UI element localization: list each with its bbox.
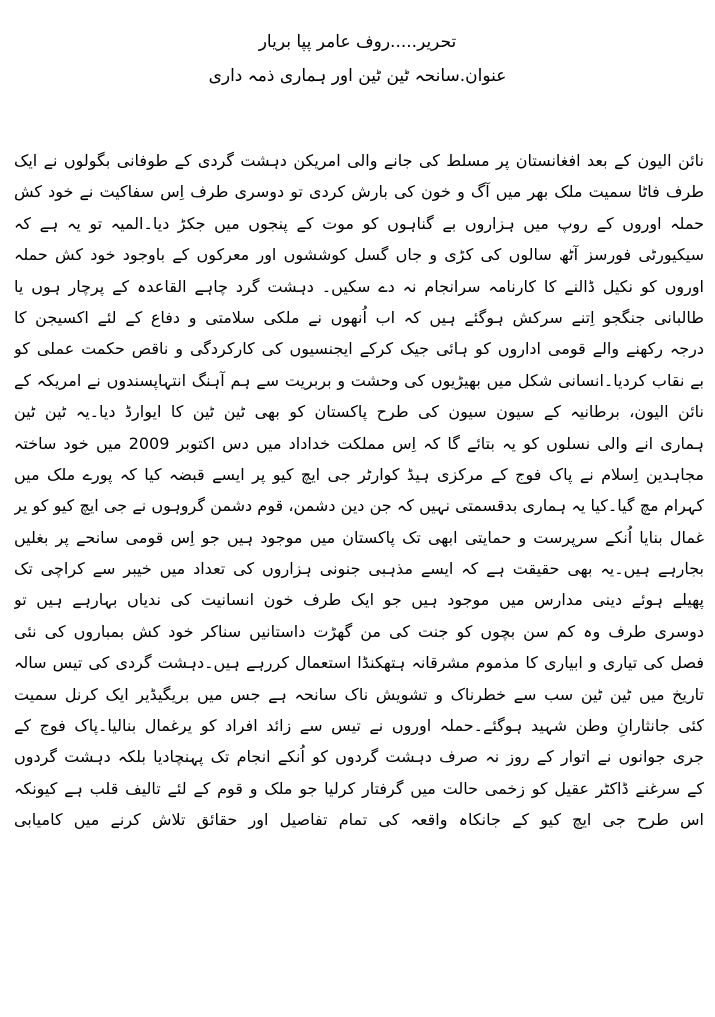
body-line: جری جوانوں نے اتوار کے روز نہ صرف دہشت گردوں کو اُنکے انجام تک پہنچادیا بلکہ دہشت گردوں	[14, 747, 704, 767]
body-line: نائن الیون کے بعد افغانستان پر مسلط کی جانے والی امریکن دہشت گردی کے طوفانی بگولوں نے ایک	[14, 151, 704, 170]
body-line: دوسری طرف وہ کم سن بچوں کو جنت کی من گھڑت داستانیں سناکر خود کش بمباروں کی نئی	[14, 621, 704, 641]
body-line: بے نقاب کردیا۔انسانی شکل میں بھیڑیوں کی وحشت و بربریت سے ہم آہنگ انتہاپسندوں نے امریکہ کے	[14, 370, 704, 390]
body-line: اوروں کو نکیل ڈالنے کا کارنامہ سرانجام نہ دے سکیں۔ دہشت گرد چاہے القاعدہ کے پرچار ہوں یا	[14, 276, 704, 296]
body-line: اس طرح جی ایچ کیو کے جانکاہ واقعہ کی تمام تفاصیل اور حقائق تلاش کرنے میں کامیابی	[14, 810, 704, 830]
body-line: کئی جانثارانِ وطن شہید ہوگئے۔حملہ اوروں نے تیس سے زائد افراد کو یرغمال بنالیا۔پاک فوج کے	[14, 716, 704, 736]
body-line: کے سرغنے ڈاکٹر عقیل کو زخمی حالت میں گرفتار کرلیا جو ملک و قوم کے لئے تالیف قلب ہے کیونکہ	[14, 778, 704, 798]
body-line: غمال بنایا اُنکے سرپرست و حمایتی ابھی تک پاکستان میں موجود ہیں جو اِس قومی سانحے پر بغلیں	[14, 527, 704, 547]
body-line: درجہ رکھنے والے قومی اداروں کو ہائی جیک کرکے ایجنسیوں کی کارکردگی و ناقص حکمت عملی کو	[14, 339, 704, 359]
body-line: طالبانی جنگجو اِتنے سرکش ہوگئے ہیں کہ اب اُنھوں نے ملکی سلامتی و دفاع کے لئے اکسیجن کا	[14, 307, 704, 327]
body-line: بجارہے ہیں۔یہ بھی حقیقت ہے کہ ایسے مذہبی جنونی ہزاروں کی تعداد میں خیبر سے کراچی تک	[14, 559, 704, 579]
body-line: سیکیورٹی فورسز آٹھ سالوں کی کڑی و جاں گسل کوششوں اور معرکوں کے باوجود خود کش حملہ	[14, 245, 704, 265]
article-byline: تحریر.....روف عامر پپا بریار	[258, 32, 457, 52]
body-line: طرف فاٹا سمیت ملک بھر میں آگ و خون کی بارش کردی تو دوسری طرف اِس سفاکیت نے خود کش	[14, 182, 704, 202]
body-line: کہرام مچ گیا۔کیا یہ ہماری بدقسمتی نہیں کہ جن دین دشمن، قوم دشمن گروہوں نے جی ایچ کیو کو یر	[14, 496, 704, 516]
body-line: مجاہدین اِسلام نے پاک فوج کے مرکزی ہیڈ کوارٹر جی ایچ کیو پر ایسے قبضہ کیا کہ پورے ملک میں	[14, 464, 704, 484]
body-line: ہماری انے والی نسلوں کو یہ بتائے گا کہ اِس مملکت خداداد میں دس اکتوبر 2009 میں خود ساختہ	[14, 433, 704, 453]
body-line: تاریخ میں ٹین ٹین سب سے خطرناک و تشویش ناک سانحہ ہے جس میں بریگیڈیر ایک کرنل سمیت	[14, 684, 704, 704]
body-line: نائن الیون، برطانیہ کے سیون سیون کی طرح پاکستان کو بھی ٹین ٹین کا ایوارڈ دیا۔یہ ٹین ٹین	[14, 402, 704, 422]
body-line: فصل کی تیاری و ابیاری کا مذموم مشرقانہ ہتھکنڈا استعمال کررہے ہیں۔دہشت گردی کی تیس سالہ	[14, 653, 704, 673]
article-body	[14, 145, 704, 836]
body-line: حملہ اوروں کے روپ میں ہزاروں بے گناہوں کو موت کے پنجوں میں جکڑ دیا۔المیہ تو یہ ہے کہ	[14, 213, 704, 233]
body-line: پھیلے ہوئے دینی مدارس میں موجود ہیں جو ایک طرف خون انسانیت کی ندیاں بہارہے ہیں تو	[14, 590, 704, 610]
article-title: عنوان.سانحہ ٹین ٹین اور ہماری ذمہ داری	[208, 66, 507, 86]
